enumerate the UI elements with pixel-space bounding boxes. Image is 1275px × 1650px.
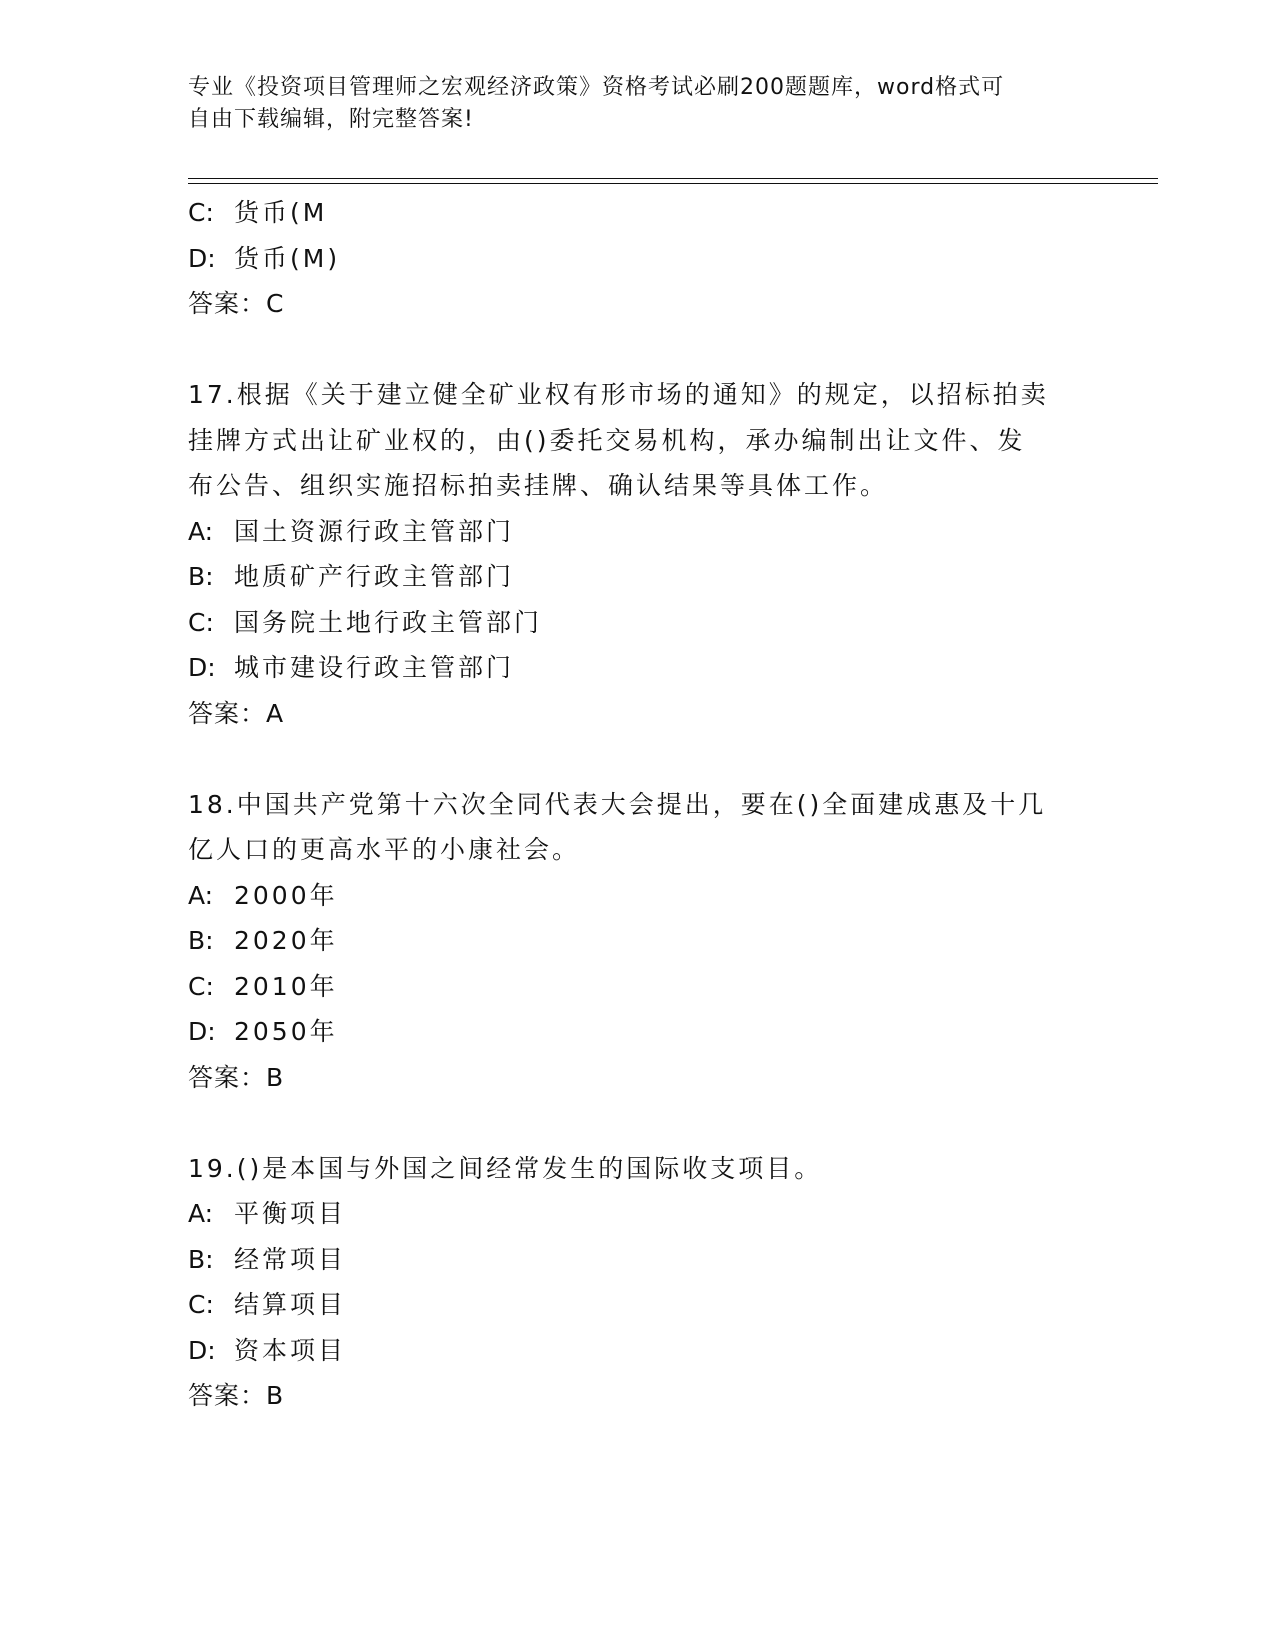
question-stem-line: 亿人口的更高水平的小康社会。 [188, 835, 581, 864]
option-key: C: [188, 607, 214, 637]
option-text: 结算项目 [234, 1290, 347, 1319]
question-stem-line: 挂牌方式出让矿业权的，由()委托交易机构，承办编制出让文件、发 [188, 425, 1026, 455]
option-text: 经常项目 [234, 1244, 347, 1274]
option-line [188, 236, 1088, 282]
option-key: C: [188, 198, 214, 227]
option-line [188, 1009, 1088, 1055]
option-text: 2010年 [234, 971, 338, 1001]
answer-line: 答案：C [188, 289, 285, 318]
option-key: D: [188, 1017, 216, 1046]
option-line [188, 600, 1088, 646]
option-text: 2020年 [234, 926, 338, 955]
question-stem-line: 19.()是本国与外国之间经常发生的国际收支项目。 [188, 1153, 823, 1183]
header-divider-bottom [188, 183, 1158, 184]
option-key: D: [188, 653, 216, 682]
option-text: 国土资源行政主管部门 [234, 516, 515, 546]
header-divider-top [188, 178, 1158, 179]
option-text: 国务院土地行政主管部门 [234, 607, 543, 637]
option-line [188, 1282, 1088, 1328]
option-text: 资本项目 [234, 1335, 347, 1365]
option-line [188, 190, 1088, 236]
header-line-2: 自由下载编辑，附完整答案! [188, 107, 474, 132]
header-line-1: 专业《投资项目管理师之宏观经济政策》资格考试必刷200题题库，word格式可 [188, 75, 1005, 100]
option-key: B: [188, 1244, 214, 1274]
option-key: D: [188, 243, 216, 273]
option-text: 平衡项目 [234, 1199, 347, 1228]
option-line [188, 1328, 1088, 1374]
question-block-17 [188, 372, 1088, 736]
option-line [188, 918, 1088, 964]
document-header [188, 72, 1068, 136]
option-text: 地质矿产行政主管部门 [234, 562, 515, 591]
question-stem-line: 17.根据《关于建立健全矿业权有形市场的通知》的规定，以招标拍卖 [188, 380, 1049, 409]
answer-line: 答案：B [188, 1062, 285, 1092]
option-line [188, 1237, 1088, 1283]
question-list [188, 190, 1088, 1419]
option-key: B: [188, 926, 214, 955]
question-stem-line: 布公告、组织实施招标拍卖挂牌、确认结果等具体工作。 [188, 471, 889, 500]
spacer [188, 736, 1088, 782]
spacer [188, 327, 1088, 373]
option-text: 2050年 [234, 1017, 338, 1046]
option-line [188, 509, 1088, 555]
question-block-19 [188, 1146, 1088, 1419]
option-text: 货币(M [234, 198, 328, 227]
option-key: C: [188, 971, 214, 1001]
option-line [188, 554, 1088, 600]
option-text: 货币(M) [234, 243, 341, 273]
spacer [188, 1100, 1088, 1146]
answer-line: 答案：A [188, 698, 285, 728]
option-line [188, 873, 1088, 919]
option-key: A: [188, 1199, 214, 1228]
option-text: 城市建设行政主管部门 [234, 653, 515, 682]
answer-line: 答案：B [188, 1381, 285, 1410]
prev-question-block [188, 190, 1088, 327]
option-key: A: [188, 880, 214, 910]
question-block-18 [188, 782, 1088, 1101]
option-line [188, 645, 1088, 691]
option-line [188, 1191, 1088, 1237]
option-key: B: [188, 562, 214, 591]
option-key: C: [188, 1290, 214, 1319]
option-key: D: [188, 1335, 216, 1365]
option-key: A: [188, 516, 214, 546]
option-line [188, 964, 1088, 1010]
option-text: 2000年 [234, 880, 338, 910]
question-stem-line: 18.中国共产党第十六次全同代表大会提出，要在()全面建成惠及十几 [188, 789, 1047, 819]
